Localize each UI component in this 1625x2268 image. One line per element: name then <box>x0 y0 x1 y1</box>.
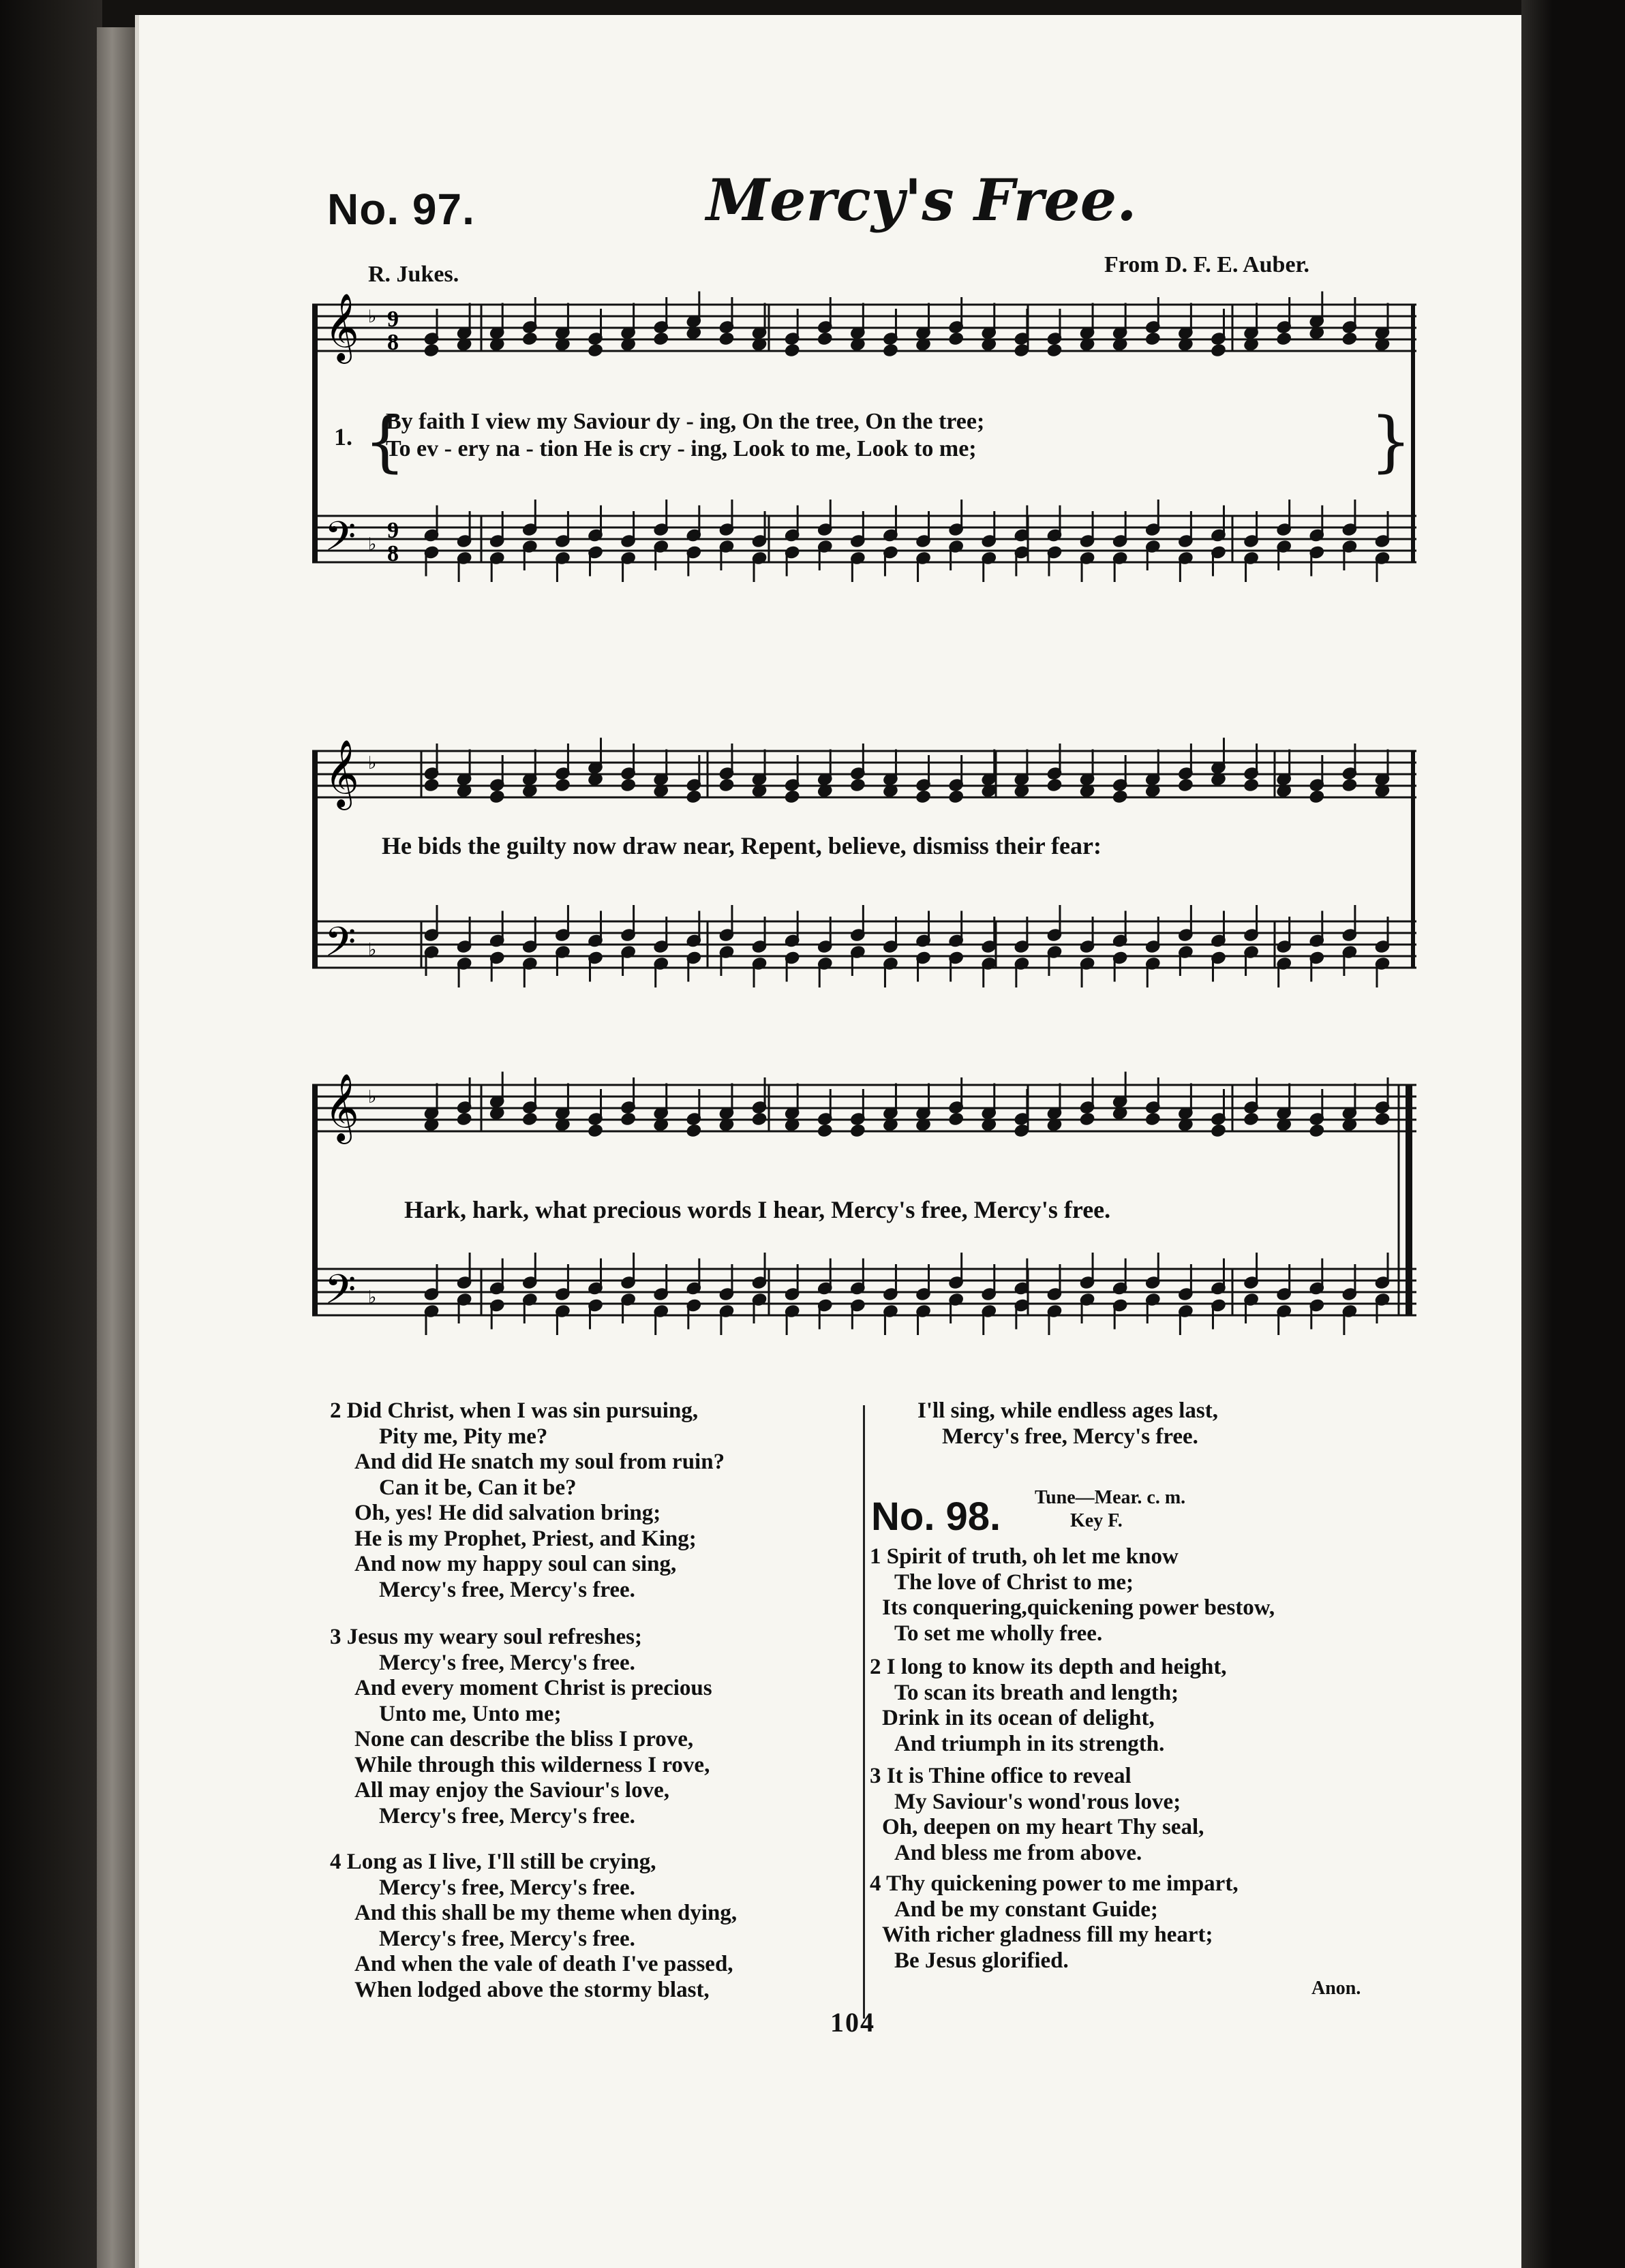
note-head <box>457 1112 472 1125</box>
note-head <box>588 1124 603 1137</box>
note-head <box>1047 778 1062 791</box>
tune-name: Tune—Mear. c. m. <box>1035 1487 1186 1508</box>
hymn-98-author: Anon. <box>1311 1978 1361 1999</box>
note-head <box>1277 332 1292 345</box>
hymn-98-stanza-4: 4 Thy quickening power to me impart, And be my constant Guide; With richer gladness fill my heart; Be Jesus glorified. <box>870 1871 1239 1973</box>
verse-4-end: I'll sing, while endless ages last, Mercy's free, Mercy's free. <box>917 1398 1218 1449</box>
note-head <box>817 1124 832 1137</box>
note-head <box>1145 332 1160 345</box>
music-system-2 <box>312 710 1416 1044</box>
note-head <box>1112 790 1127 803</box>
note-head <box>719 778 734 791</box>
svg-text:♭: ♭ <box>368 534 377 555</box>
treble-clef-icon: 𝄞 <box>324 293 359 361</box>
hymnal-page <box>135 15 1521 2268</box>
note-head <box>785 343 800 356</box>
note-head <box>850 1124 865 1137</box>
time-sig-bottom: 8 <box>387 330 399 355</box>
note-head <box>1211 1124 1226 1137</box>
svg-text:𝄞: 𝄞 <box>324 739 359 808</box>
note-head <box>949 790 964 803</box>
svg-text:♭: ♭ <box>368 1287 377 1308</box>
note-head <box>1342 332 1357 345</box>
note-head <box>1179 778 1194 791</box>
svg-text:𝄢: 𝄢 <box>324 1266 356 1323</box>
hymn-98-stanza-2: 2 I long to know its depth and height, To scan its breath and length; Drink in its ocean of delight, And triumph in its strength. <box>870 1655 1227 1756</box>
page-number: 104 <box>830 2007 875 2038</box>
source-credit: From D. F. E. Auber. <box>1104 252 1310 277</box>
note-head <box>1080 1112 1095 1125</box>
note-head <box>522 1112 537 1125</box>
facing-page-shadow <box>1521 0 1625 2268</box>
note-head <box>556 778 571 791</box>
hymn-number: No. 97. <box>327 185 475 234</box>
lyric-line-2: He bids the guilty now draw near, Repent, believe, dismiss their fear: <box>382 832 1102 859</box>
note-head <box>522 332 537 345</box>
verse-4: 4 Long as I live, I'll still be crying, Mercy's free, Mercy's free. And this shall be my theme when dying, Mercy's free, Mercy's free. And when the vale of death I've passed, When lodged above the stormy blast, <box>330 1850 738 2002</box>
note-head <box>1014 343 1029 356</box>
hymn-98-stanza-1: 1 Spirit of truth, oh let me know The love of Christ to me; Its conquering,quickening power bestow, To set me wholly free. <box>870 1544 1275 1646</box>
lyric-line-1a: By faith I view my Saviour dy - ing, On the tree, On the tree; <box>386 409 985 434</box>
svg-text:9: 9 <box>387 518 399 543</box>
lyric-line-3: Hark, hark, what precious words I hear, Mercy's free, Mercy's free. <box>404 1196 1111 1223</box>
note-head <box>752 1112 767 1125</box>
hymn-98-number: No. 98. <box>871 1495 1001 1539</box>
note-head <box>686 1124 701 1137</box>
binding-strip <box>97 27 135 2268</box>
flat-icon: ♭ <box>368 307 377 327</box>
note-head <box>489 790 504 803</box>
note-head <box>1342 778 1357 791</box>
svg-text:𝄞: 𝄞 <box>324 1073 359 1141</box>
note-head <box>588 343 603 356</box>
note-head <box>883 343 898 356</box>
note-head <box>424 778 439 791</box>
note-head <box>1014 1124 1029 1137</box>
lyric-line-1b: To ev - ery na - tion He is cry - ing, Look to me, Look to me; <box>386 436 977 461</box>
note-head <box>719 332 734 345</box>
binding-shadow-left <box>0 0 102 2268</box>
note-head <box>1309 790 1324 803</box>
time-sig-top: 9 <box>387 307 399 332</box>
verse-3: 3 Jesus my weary soul refreshes; Mercy's free, Mercy's free. And every moment Christ is precious Unto me, Unto me; None can describe the bliss I prove, While through this wilderness I rove, All may enjoy the Saviour's love, Mercy's free, Mercy's free. <box>330 1625 712 1828</box>
svg-text:♭: ♭ <box>368 1087 377 1107</box>
note-head <box>621 778 636 791</box>
page-edge <box>135 15 139 2268</box>
note-head <box>686 790 701 803</box>
right-brace: } <box>1370 403 1412 480</box>
svg-text:♭: ♭ <box>368 753 377 773</box>
svg-text:8: 8 <box>387 541 399 566</box>
note-head <box>424 343 439 356</box>
note-head <box>785 790 800 803</box>
note-head <box>817 332 832 345</box>
note-head <box>1309 1124 1324 1137</box>
bass-clef-icon: 𝄢 <box>324 512 356 570</box>
note-head <box>1375 1112 1390 1125</box>
verse-2: 2 Did Christ, when I was sin pursuing, Pity me, Pity me? And did He snatch my soul from ruin? Can it be, Can it be? Oh, yes! He did salvation bring; He is my Prophet, Priest, and King; And now my happy soul can sing, Mercy's free, Mercy's free. <box>330 1398 725 1602</box>
note-head <box>1047 343 1062 356</box>
composer-credit: R. Jukes. <box>368 262 459 287</box>
column-divider <box>863 1405 865 2019</box>
hymn-title: Mercy's Free. <box>706 166 1137 234</box>
note-head <box>1244 1112 1259 1125</box>
note-head <box>1145 1112 1160 1125</box>
note-head <box>850 778 865 791</box>
note-head <box>654 332 669 345</box>
note-head <box>1211 343 1226 356</box>
left-brace: { <box>364 403 406 480</box>
verse-number: 1. <box>334 423 352 450</box>
note-head <box>949 1112 964 1125</box>
note-head <box>1244 778 1259 791</box>
note-head <box>916 790 931 803</box>
svg-text:♭: ♭ <box>368 940 377 960</box>
tune-key: Key F. <box>1070 1510 1123 1531</box>
svg-text:𝄢: 𝄢 <box>324 918 356 975</box>
note-head <box>621 1112 636 1125</box>
note-head <box>949 332 964 345</box>
hymn-98-stanza-3: 3 It is Thine office to reveal My Saviour's wond'rous love; Oh, deepen on my heart Thy seal, And bless me from above. <box>870 1764 1204 1865</box>
